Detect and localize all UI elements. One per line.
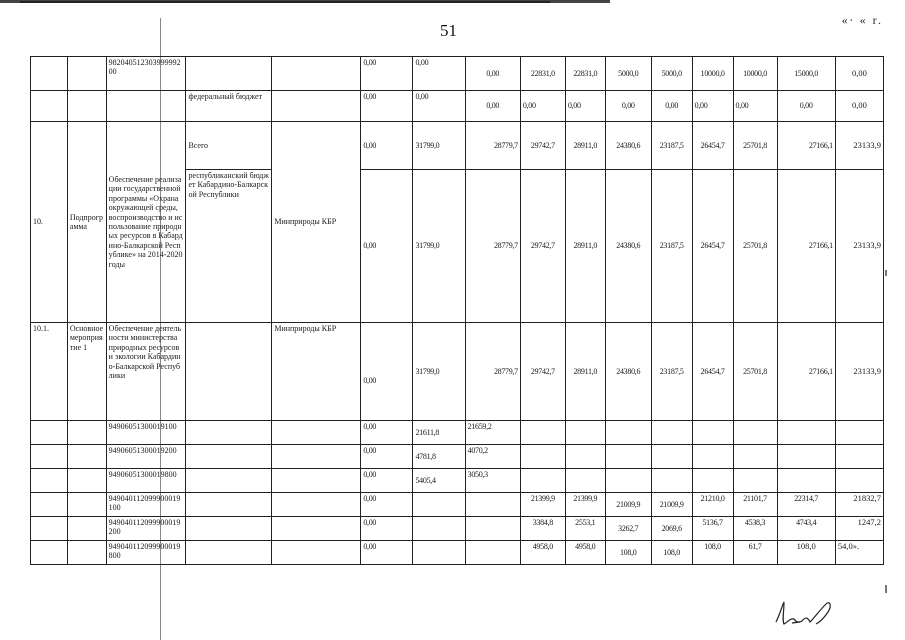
value-cell: 21009,9 <box>605 493 651 517</box>
executor-cell <box>272 91 361 122</box>
corner-mark: «∙ « r. <box>841 13 883 27</box>
budget-code-cell: 98204051230399999200 <box>106 57 186 91</box>
value-cell: 27166,1 <box>777 122 835 170</box>
scan-edge-mark <box>885 270 887 276</box>
value-cell: 2069,6 <box>651 517 692 541</box>
value-cell <box>565 469 605 493</box>
value-cell <box>651 421 692 445</box>
value-cell: 4070,2 <box>465 445 520 469</box>
value-cell: 0,00 <box>413 91 465 122</box>
status-cell <box>67 445 106 469</box>
value-cell: 0,00 <box>361 122 413 170</box>
value-cell: 0,00 <box>835 91 883 122</box>
status-cell <box>67 421 106 445</box>
value-cell: 29742,7 <box>520 122 565 170</box>
status-cell <box>67 493 106 517</box>
value-cell <box>605 445 651 469</box>
value-cell: 0,00 <box>605 91 651 122</box>
value-cell <box>465 541 520 565</box>
value-cell: 24380,6 <box>605 170 651 323</box>
value-cell: 23187,5 <box>651 323 692 421</box>
value-cell: 5136,7 <box>692 517 733 541</box>
value-cell: 28911,0 <box>565 170 605 323</box>
value-cell: 27166,1 <box>777 323 835 421</box>
value-cell: 28779,7 <box>465 323 520 421</box>
value-cell: 4958,0 <box>565 541 605 565</box>
value-cell: 3262,7 <box>605 517 651 541</box>
value-cell: 5000,0 <box>651 57 692 91</box>
value-cell: 0,00 <box>520 91 565 122</box>
value-cell <box>835 469 883 493</box>
item-name-cell: Обеспечение реализации государственной программы «Охрана окружающей среды, воспроизводство и использование природных ресурсов в Кабардино-Балкарской Республике» на 2014-2020 годы <box>106 122 186 323</box>
value-cell: 5000,0 <box>605 57 651 91</box>
row-number-cell <box>31 517 68 541</box>
value-cell: 4781,8 <box>413 445 465 469</box>
table-row <box>31 421 884 445</box>
executor-cell <box>272 517 361 541</box>
value-cell <box>733 421 777 445</box>
value-cell: 0,00 <box>465 57 520 91</box>
funding-source-cell: федеральный бюджет <box>186 91 272 122</box>
value-cell: 29742,7 <box>520 323 565 421</box>
value-cell <box>777 421 835 445</box>
value-cell: 10000,0 <box>692 57 733 91</box>
value-cell <box>651 469 692 493</box>
value-cell: 3384,8 <box>520 517 565 541</box>
value-cell: 21611,8 <box>413 421 465 445</box>
value-cell: 21399,9 <box>520 493 565 517</box>
value-cell: 22314,7 <box>777 493 835 517</box>
status-cell <box>67 541 106 565</box>
value-cell: 0,00 <box>361 323 413 421</box>
status-cell: Основное мероприятие 1 <box>67 323 106 421</box>
value-cell <box>565 445 605 469</box>
value-cell: 0,00 <box>361 469 413 493</box>
value-cell: 21832,7 <box>835 493 883 517</box>
value-cell: 0,00 <box>692 91 733 122</box>
value-cell <box>465 517 520 541</box>
funding-source-cell <box>186 57 272 91</box>
row-number-cell <box>31 445 68 469</box>
value-cell <box>520 445 565 469</box>
funding-source-cell <box>186 541 272 565</box>
table-row <box>31 323 884 421</box>
funding-source-cell: республиканский бюджет Кабардино-Балкарской Республики <box>186 170 272 323</box>
funding-source-cell <box>186 517 272 541</box>
value-cell: 4743,4 <box>777 517 835 541</box>
value-cell: 108,0 <box>651 541 692 565</box>
value-cell: 21210,0 <box>692 493 733 517</box>
value-cell: 31799,0 <box>413 323 465 421</box>
value-cell <box>692 445 733 469</box>
table-row <box>31 57 884 91</box>
value-cell: 0,00 <box>361 493 413 517</box>
value-cell: 21399,9 <box>565 493 605 517</box>
value-cell <box>651 445 692 469</box>
table-row <box>31 541 884 565</box>
status-cell: Подпрограмма <box>67 122 106 323</box>
value-cell: 0,00 <box>361 57 413 91</box>
row-number-cell <box>31 541 68 565</box>
value-cell: 0,00 <box>361 541 413 565</box>
executor-cell <box>272 445 361 469</box>
value-cell: 28779,7 <box>465 122 520 170</box>
value-cell: 0,00 <box>361 445 413 469</box>
value-cell <box>605 469 651 493</box>
value-cell: 0,00 <box>361 91 413 122</box>
value-cell: 0,00 <box>777 91 835 122</box>
row-number-cell <box>31 91 68 122</box>
value-cell <box>520 421 565 445</box>
value-cell: 4958,0 <box>520 541 565 565</box>
value-cell: 0,00 <box>413 57 465 91</box>
budget-code-cell: 94906051300019100 <box>106 421 186 445</box>
value-cell: 3050,3 <box>465 469 520 493</box>
value-cell: 108,0 <box>605 541 651 565</box>
value-cell: 28911,0 <box>565 323 605 421</box>
funding-source-cell <box>186 493 272 517</box>
value-cell: 28779,7 <box>465 170 520 323</box>
value-cell: 23133,9 <box>835 323 883 421</box>
value-cell: 21659,2 <box>465 421 520 445</box>
executor-cell: Минприроды КБР <box>272 323 361 421</box>
value-cell <box>520 469 565 493</box>
value-cell <box>835 445 883 469</box>
value-cell: 0,00 <box>733 91 777 122</box>
value-cell: 25701,8 <box>733 323 777 421</box>
value-cell: 21009,9 <box>651 493 692 517</box>
value-cell <box>692 469 733 493</box>
value-cell: 0,00 <box>361 170 413 323</box>
value-cell <box>413 493 465 517</box>
value-cell: 0,00 <box>465 91 520 122</box>
row-number-cell <box>31 421 68 445</box>
executor-cell <box>272 493 361 517</box>
funding-source-cell <box>186 323 272 421</box>
value-cell: 24380,6 <box>605 323 651 421</box>
funding-source-cell <box>186 469 272 493</box>
status-cell <box>67 469 106 493</box>
item-name-cell: Обеспечение деятельности министерства природных ресурсов и экологии Кабардино-Балкарской Республики <box>106 323 186 421</box>
value-cell: 31799,0 <box>413 170 465 323</box>
value-cell: 25701,8 <box>733 122 777 170</box>
row-number-cell <box>31 57 68 91</box>
status-cell <box>67 57 106 91</box>
value-cell: 0,00 <box>361 517 413 541</box>
value-cell: 23187,5 <box>651 122 692 170</box>
value-cell: 26454,7 <box>692 122 733 170</box>
value-cell: 0,00 <box>835 57 883 91</box>
value-cell <box>733 445 777 469</box>
table-row <box>31 445 884 469</box>
budget-code-cell: 949040112099900019800 <box>106 541 186 565</box>
value-cell <box>465 493 520 517</box>
table-row <box>31 91 884 122</box>
page-number: 51 <box>440 21 457 40</box>
value-cell: 23187,5 <box>651 170 692 323</box>
funding-source-cell: Всего <box>186 122 272 170</box>
value-cell: 23133,9 <box>835 122 883 170</box>
value-cell: 26454,7 <box>692 170 733 323</box>
value-cell: 22831,0 <box>520 57 565 91</box>
value-cell: 1247,2 <box>835 517 883 541</box>
value-cell: 25701,8 <box>733 170 777 323</box>
value-cell: 0,00 <box>361 421 413 445</box>
table-row <box>31 122 884 170</box>
value-cell: 21101,7 <box>733 493 777 517</box>
value-cell: 29742,7 <box>520 170 565 323</box>
value-cell: 23133,9 <box>835 170 883 323</box>
value-cell: 4538,3 <box>733 517 777 541</box>
scan-top-line <box>20 1 550 3</box>
value-cell: 5405,4 <box>413 469 465 493</box>
budget-table <box>30 56 884 565</box>
value-cell: 22831,0 <box>565 57 605 91</box>
budget-code-cell: 949040112099900019200 <box>106 517 186 541</box>
value-cell: 27166,1 <box>777 170 835 323</box>
value-cell <box>835 421 883 445</box>
executor-cell <box>272 469 361 493</box>
executor-cell <box>272 57 361 91</box>
budget-code-cell: 94906051300019800 <box>106 469 186 493</box>
value-cell <box>413 517 465 541</box>
funding-source-cell <box>186 445 272 469</box>
table-row <box>31 517 884 541</box>
value-cell <box>605 421 651 445</box>
value-cell: 2553,1 <box>565 517 605 541</box>
budget-code-cell <box>106 91 186 122</box>
value-cell: 108,0 <box>692 541 733 565</box>
value-cell <box>565 421 605 445</box>
row-number-cell: 10.1. <box>31 323 68 421</box>
value-cell: 28911,0 <box>565 122 605 170</box>
funding-source-cell <box>186 421 272 445</box>
row-number-cell <box>31 493 68 517</box>
row-number-cell: 10. <box>31 122 68 323</box>
value-cell: 0,00 <box>651 91 692 122</box>
value-cell <box>777 469 835 493</box>
value-cell: 0,00 <box>565 91 605 122</box>
value-cell: 15000,0 <box>777 57 835 91</box>
value-cell: 108,0 <box>777 541 835 565</box>
value-cell: 10000,0 <box>733 57 777 91</box>
value-cell <box>692 421 733 445</box>
value-cell: 31799,0 <box>413 122 465 170</box>
table-row <box>31 469 884 493</box>
table-row <box>31 493 884 517</box>
value-cell: 24380,6 <box>605 122 651 170</box>
value-cell <box>733 469 777 493</box>
row-number-cell <box>31 469 68 493</box>
value-cell <box>413 541 465 565</box>
budget-code-cell: 94906051300019200 <box>106 445 186 469</box>
value-cell <box>777 445 835 469</box>
value-cell: 61,7 <box>733 541 777 565</box>
executor-cell <box>272 421 361 445</box>
scan-edge-mark <box>885 585 887 593</box>
value-cell: 54,0». <box>835 541 883 565</box>
executor-cell <box>272 541 361 565</box>
status-cell <box>67 91 106 122</box>
executor-cell: Минприроды КБР <box>272 122 361 323</box>
status-cell <box>67 517 106 541</box>
handwritten-signature <box>770 592 840 632</box>
value-cell: 26454,7 <box>692 323 733 421</box>
budget-code-cell: 949040112099900019100 <box>106 493 186 517</box>
